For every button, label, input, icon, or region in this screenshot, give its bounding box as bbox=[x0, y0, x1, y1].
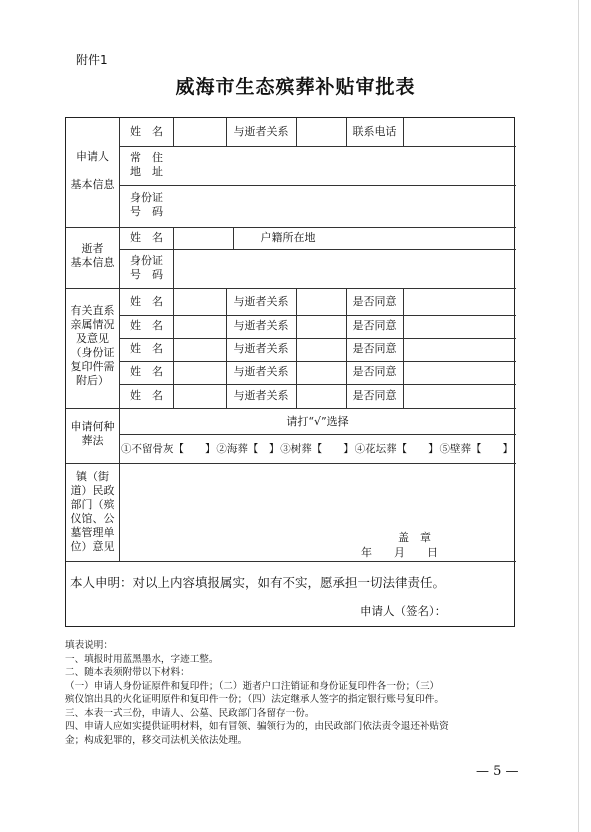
relatives-section-label: 有关直系 亲属情况 及意见 （身份证 复印件需 附后） bbox=[70, 304, 115, 387]
burial-option-tree[interactable]: ③树葬【 】 bbox=[280, 443, 354, 455]
burial-option-wall[interactable]: ⑤壁葬【 】 bbox=[439, 443, 513, 455]
notes-line: 殡仪馆出具的火化证明原件和复印件一份；（四）法定继承人签字的指定银行账号复印件。 bbox=[65, 694, 444, 705]
deceased-section-label: 逝者 基本信息 bbox=[70, 242, 115, 269]
burial-option-ash-free[interactable]: ①不留骨灰【 】 bbox=[121, 443, 216, 455]
burial-option-flowerbed[interactable]: ④花坛葬【 】 bbox=[354, 443, 439, 455]
notes-line: 一、填报时用蓝黑墨水，字迹工整。 bbox=[65, 653, 219, 665]
burial-section-label: 申请何种 葬法 bbox=[70, 420, 115, 447]
declaration-text: 本人申明：对以上内容填报属实，如有不实，愿承担一切法律责任。 bbox=[70, 575, 446, 590]
notes-line: 四、申请人应如实提供证明材料，如有冒领、骗领行为的，由民政部门依法责令退还补贴资 bbox=[65, 721, 449, 732]
relative-agree-label: 是否同意 bbox=[352, 365, 397, 378]
page-edge bbox=[578, 0, 579, 832]
applicant-name-label: 姓 名 bbox=[130, 125, 163, 138]
notes-line: 二、随本表须附带以下材料： bbox=[65, 667, 190, 678]
date-label: 年 月 日 bbox=[361, 546, 438, 559]
relative-agree-label: 是否同意 bbox=[352, 342, 397, 355]
deceased-id-label: 身份证 号 码 bbox=[130, 254, 163, 281]
relative-name-label: 姓 名 bbox=[130, 295, 163, 308]
approval-form-table bbox=[65, 117, 515, 627]
burial-instruction: 请打“√”选择 bbox=[286, 415, 349, 428]
applicant-section-label: 申请人 基本信息 bbox=[70, 150, 115, 191]
applicant-address-label: 常 住 地 址 bbox=[130, 151, 163, 178]
page-number: — 5 — bbox=[476, 764, 519, 779]
relative-relation-label: 与逝者关系 bbox=[233, 389, 289, 402]
seal-label: 盖 章 bbox=[398, 531, 431, 544]
relative-relation-label: 与逝者关系 bbox=[233, 319, 289, 332]
relative-name-label: 姓 名 bbox=[130, 389, 163, 402]
relative-name-label: 姓 名 bbox=[130, 365, 163, 378]
deceased-hukou-label: 户籍所在地 bbox=[260, 231, 316, 244]
relative-relation-label: 与逝者关系 bbox=[233, 295, 289, 308]
relative-name-label: 姓 名 bbox=[130, 342, 163, 355]
relative-relation-label: 与逝者关系 bbox=[233, 365, 289, 378]
deceased-name-label: 姓 名 bbox=[130, 231, 163, 244]
attachment-label: 附件1 bbox=[76, 53, 108, 67]
burial-option-sea[interactable]: ②海葬【 】 bbox=[216, 443, 280, 455]
signature-label: 申请人（签名）： bbox=[360, 604, 447, 618]
notes-line: 三、本表一式三份，申请人、公墓、民政部门各留存一份。 bbox=[65, 707, 315, 719]
applicant-id-label: 身份证 号 码 bbox=[130, 191, 163, 218]
notes-line: 填表说明： bbox=[65, 640, 113, 651]
department-section-label: 镇（街 道）民政 部门（殡 仪馆、公 墓管理单 位）意见 bbox=[70, 470, 115, 553]
burial-options bbox=[121, 442, 513, 456]
filling-notes bbox=[65, 639, 535, 747]
relative-agree-label: 是否同意 bbox=[352, 389, 397, 402]
applicant-phone-label: 联系电话 bbox=[352, 125, 397, 138]
relative-agree-label: 是否同意 bbox=[352, 319, 397, 332]
notes-line: 金；构成犯罪的，移交司法机关依法处理。 bbox=[65, 734, 248, 746]
applicant-relation-label: 与逝者关系 bbox=[233, 125, 289, 138]
relative-relation-label: 与逝者关系 bbox=[233, 342, 289, 355]
relative-agree-label: 是否同意 bbox=[352, 295, 397, 308]
form-title: 威海市生态殡葬补贴审批表 bbox=[175, 76, 416, 98]
relative-name-label: 姓 名 bbox=[130, 319, 163, 332]
notes-line: （一）申请人身份证原件和复印件；（二）逝者户口注销证和身份证复印件各一份；（三） bbox=[65, 680, 440, 692]
